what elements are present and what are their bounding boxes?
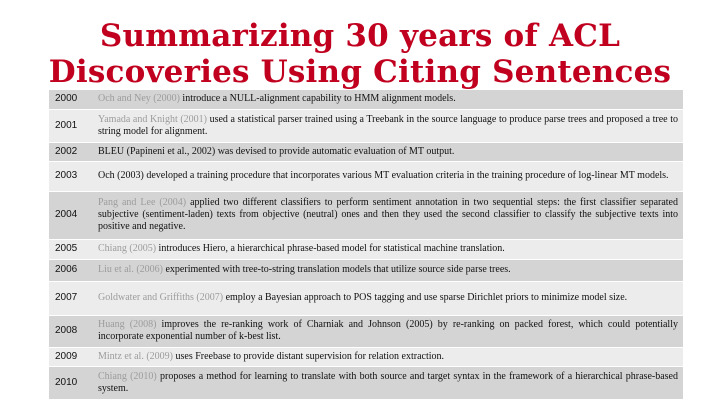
event-text: introduces Hiero, a hierarchical phrase-based model for statistical machine translation. [156,243,505,254]
citation: Pang and Lee (2004) [98,197,187,208]
year-cell: 2007 [49,281,93,315]
event-cell [93,315,683,347]
title-line-1: Summarizing 30 years of ACL [99,18,621,54]
year-cell: 2001 [49,109,93,142]
title-line-2: Discoveries Using Citing Sentences [48,54,672,90]
timeline-row [49,161,683,191]
citation: Och and Ney (2000) [98,93,180,105]
year-cell: 2003 [49,161,93,191]
event-cell [93,259,683,281]
event-text: uses Freebase to provide distant supervision for relation extraction. [172,350,445,362]
event-text: used a statistical parser trained using a Treebank in the source language to produce parse trees and proposed a tree to string model for alignment. [98,113,678,137]
timeline-row [49,191,683,239]
event-cell [93,142,683,161]
timeline-row [49,315,683,347]
timeline-row [49,281,683,315]
citation: Mintz et al. (2009) [98,350,173,362]
year-cell: 2000 [49,90,93,109]
year-cell: 2004 [49,191,93,239]
citation: Chiang (2005) [98,243,157,254]
event-cell [93,90,683,109]
timeline-row [49,239,683,259]
citation: Chiang (2010) [98,370,157,382]
event-cell [93,191,683,239]
citation: Yamada and Knight (2001) [98,113,207,125]
event-text: employ a Bayesian approach to POS tagging and use sparse Dirichlet priors to minimize model size. [223,292,628,303]
timeline-row [49,109,683,142]
year-cell: 2009 [49,347,93,366]
timeline-row [49,142,683,161]
event-cell [93,366,683,399]
event-text: Och (2003) developed a training procedure that incorporates various MT evaluation criteria in the training procedure of log-linear MT models. [98,170,669,181]
timeline-row [49,366,683,399]
event-text: proposes a method for learning to translate with both source and target syntax in the framework of a hierarchical phrase-based system. [98,370,678,394]
citation: Huang (2008) [98,319,157,330]
slide-title [0,18,720,90]
timeline-row [49,347,683,366]
citation: Goldwater and Griffiths (2007) [98,292,224,303]
event-text: BLEU (Papineni et al., 2002) was devised to provide automatic evaluation of MT output. [98,145,455,157]
event-cell [93,109,683,142]
event-text: introduce a NULL-alignment capability to HMM alignment models. [179,93,456,105]
event-cell [93,281,683,315]
year-cell: 2006 [49,259,93,281]
citation: Liu et al. (2006) [98,264,163,275]
year-cell: 2008 [49,315,93,347]
event-cell [93,239,683,259]
timeline-row [49,259,683,281]
event-cell [93,347,683,366]
event-text: improves the re-ranking work of Charniak and Johnson (2005) by re-ranking on packed forest, which could potentially incorporate exponential number of k-best list. [98,319,678,342]
year-cell: 2005 [49,239,93,259]
event-cell [93,161,683,191]
event-text: applied two different classifiers to perform sentiment annotation in two sequential steps: the first classifier separated subjective (sentiment-laden) texts from objective (neutral) ones and then they used the second classifier to classify the subjective texts into positive and negative. [98,197,678,232]
timeline-table [49,90,683,400]
event-text: experimented with tree-to-string translation models that utilize source side parse trees. [162,264,511,275]
year-cell: 2002 [49,142,93,161]
timeline-row [49,90,683,109]
year-cell: 2010 [49,366,93,399]
